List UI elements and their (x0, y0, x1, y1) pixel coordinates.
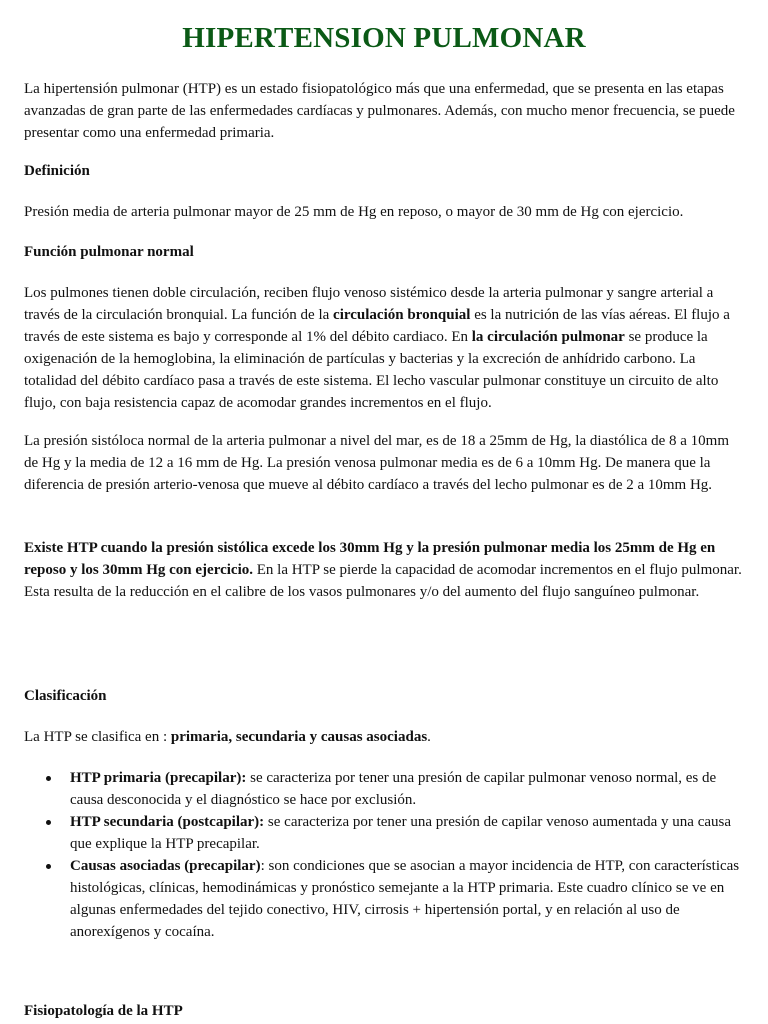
clasificacion-heading: Clasificación (24, 688, 107, 704)
funcion-paragraph-1 (24, 282, 744, 414)
definicion-heading: Definición (24, 163, 90, 179)
circulacion-bronquial-term: circulación bronquial (333, 307, 471, 323)
page-title: HIPERTENSION PULMONAR (182, 22, 586, 54)
funcion-p1-part-a: Los pulmones tienen doble circulación, reciben flujo venoso sistémico desde la arteria pulmonar y sangre arterial a través de la circulación bronquial. La función de la (24, 285, 714, 323)
intro-paragraph: La hipertensión pulmonar (HTP) es un estado fisiopatológico más que una enfermedad, que se presenta en las etapas avanzadas de gran parte de las enfermedades cardíacas y pulmonares. Además, con mucho menor frecuencia, se puede presentar como una enfermedad primaria. (24, 81, 735, 141)
list-item (24, 855, 744, 943)
clasificacion-list (24, 767, 744, 943)
bullet-icon (46, 820, 51, 825)
circulacion-pulmonar-term: la circulación pulmonar (471, 329, 625, 345)
list-item-text: : son condiciones que se asocian a mayor incidencia de HTP, con características histológicas, clínicas, hemodinámicas y pronóstico semejante a la HTP primaria. Este cuadro clínico se ve en algunas enfermedades del tejido conectivo, HIV, cirrosis + hipertensión portal, y en relación al uso de anorexígenos y cocaína. (70, 858, 740, 940)
htp-criteria-bold: Existe HTP cuando la presión sistólica excede los 30mm Hg y la presión pulmonar media los 25mm de Hg en reposo y los 30mm Hg con ejercicio. (24, 540, 716, 578)
clasificacion-intro-c: . (427, 729, 431, 745)
definicion-text: Presión media de arteria pulmonar mayor de 25 mm de Hg en reposo, o mayor de 30 mm de Hg con ejercicio. (24, 204, 684, 220)
list-item-term: HTP secundaria (postcapilar): (70, 814, 265, 830)
bullet-icon (46, 864, 51, 869)
funcion-paragraph-3 (24, 537, 744, 603)
clasificacion-intro (24, 726, 744, 748)
funcion-p3-rest: En la HTP se pierde la capacidad de acomodar incrementos en el flujo pulmonar. Esta resulta de la reducción en el calibre de los vasos pulmonares y/o del aumento del flujo sanguíneo pulmonar. (24, 562, 742, 600)
list-item-term: Causas asociadas (precapilar) (70, 858, 261, 874)
list-item (24, 811, 744, 855)
list-item-text: se caracteriza por tener una presión de capilar pulmonar venoso normal, es de causa desconocida y el diagnóstico se hace por exclusión. (70, 770, 717, 808)
list-item (24, 767, 744, 811)
bullet-icon (46, 776, 51, 781)
clasificacion-types: primaria, secundaria y causas asociadas (170, 729, 428, 745)
list-item-text: se caracteriza por tener una presión de capilar venoso aumentada y una causa que explique la HTP precapilar. (70, 814, 732, 852)
fisiopatologia-heading: Fisiopatología de la HTP (24, 1003, 183, 1019)
clasificacion-intro-a: La HTP se clasifica en : (24, 729, 171, 745)
funcion-paragraph-2: La presión sistóloca normal de la arteria pulmonar a nivel del mar, es de 18 a 25mm de Hg, la diastólica de 8 a 10mm de Hg y la media de 12 a 16 mm de Hg. La presión venosa pulmonar media es de 6 a 10mm Hg. De manera que la diferencia de presión arterio-venosa que mueve al débito cardíaco a través del lecho pulmonar es de 2 a 10mm Hg. (24, 433, 730, 493)
list-item-term: HTP primaria (precapilar): (70, 770, 247, 786)
funcion-p1-part-e: se produce la oxigenación de la hemoglobina, la eliminación de partículas y bacterias y la excreción de anhídrido carbono. La totalidad del débito cardíaco pasa a través de este sistema. El lecho vascular pulmonar constituye un circuito de alto flujo, con baja resistencia capaz de acomodar grandes incrementos en el flujo. (24, 329, 719, 411)
funcion-heading: Función pulmonar normal (24, 244, 194, 260)
funcion-p1-part-c: es la nutrición de las vías aéreas. El flujo a través de este sistema es bajo y corresponde al 1% del débito cardiaco. En (24, 307, 730, 345)
